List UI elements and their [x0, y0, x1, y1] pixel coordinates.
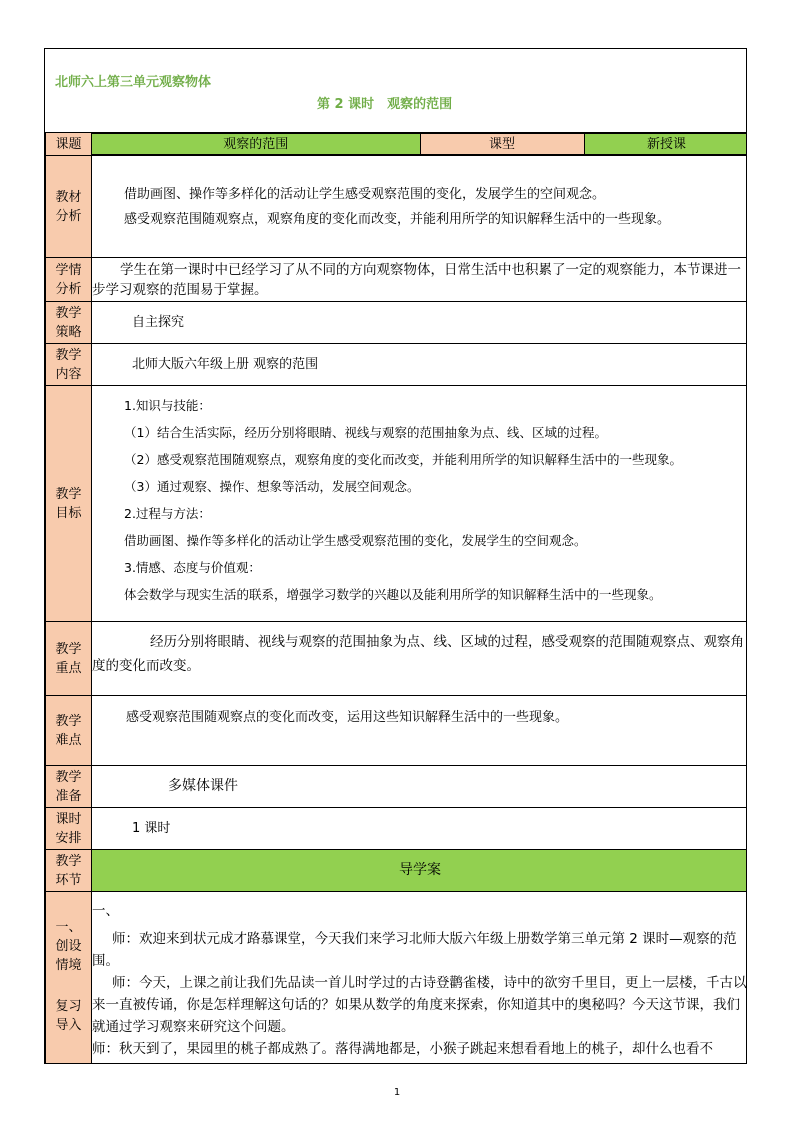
unit-title: 北师六上第三单元观察物体: [55, 75, 212, 90]
row-difficulty: [46, 696, 748, 766]
document-frame: [44, 48, 747, 1064]
difficulty-text: 感受观察范围随观察点的变化而改变，运用这些知识解释生活中的一些现象。: [92, 696, 748, 766]
label-student: 学情 分析: [46, 258, 92, 302]
intro-paragraph: 师：欢迎来到状元成才路慕课堂，今天我们来学习北师大版六年级上册数学第三单元第 2 课时—观察的范围。: [92, 931, 737, 969]
content-text: 北师大版六年级上册 观察的范围: [92, 344, 748, 386]
intro-paragraph: 师：今天，上课之前让我们先品读一首儿时学过的古诗登鹳雀楼，诗中的欲穷千里目，更上一层楼，千古以来一直被传诵，你是怎样理解这句话的？如果从数学的角度来探索，你知道其中的奥秘吗？今天这节课，我们就通过学习观察来研究这个问题。: [92, 975, 747, 1035]
goal-line: （2）感受观察范围随观察点，观察角度的变化而改变，并能利用所学的知识解释生活中的一些现象。: [124, 452, 682, 467]
label-goals: 教学 目标: [46, 386, 92, 622]
goal-line: 2.过程与方法：: [124, 506, 211, 521]
goal-line: 1.知识与技能：: [124, 398, 211, 413]
goal-line: 借助画图、操作等多样化的活动让学生感受观察范围的变化，发展学生的空间观念。: [124, 533, 587, 548]
row-time: [46, 808, 748, 850]
row-key: [46, 622, 748, 696]
type-label: 课型: [420, 134, 584, 155]
goal-line: 3.情感、态度与价值观：: [124, 560, 261, 575]
goal-line: （1）结合生活实际，经历分别将眼睛、视线与观察的范围抽象为点、线、区域的过程。: [124, 425, 607, 440]
stage-value: 导学案: [92, 850, 748, 892]
label-prep: 教学 准备: [46, 766, 92, 808]
time-text: 1 课时: [92, 808, 748, 850]
lesson-title: 第 2 课时 观察的范围: [317, 97, 453, 112]
row-stage: [46, 850, 748, 892]
label-key: 教学 重点: [46, 622, 92, 696]
intro-heading: 一、: [92, 903, 119, 919]
topic-value: 观察的范围: [92, 134, 420, 155]
row-goals: [46, 386, 748, 622]
prep-text: 多媒体课件: [92, 766, 748, 808]
row-analysis: [46, 156, 748, 258]
analysis-line-2: 感受观察范围随观察点，观察角度的变化而改变，并能利用所学的知识解释生活中的一些现象。: [124, 211, 671, 227]
row-intro: [46, 892, 748, 1065]
row-student: [46, 258, 748, 302]
label-content: 教学 内容: [46, 344, 92, 386]
strategy-text: 自主探究: [92, 302, 748, 344]
row-content: [46, 344, 748, 386]
key-text: 经历分别将眼睛、视线与观察的范围抽象为点、线、区域的过程，感受观察的范围随观察点、观察角度的变化而改变。: [92, 622, 748, 696]
label-strategy: 教学 策略: [46, 302, 92, 344]
label-stage: 教学 环节: [46, 850, 92, 892]
label-intro-a: 一、 创设 情境: [55, 920, 82, 973]
goal-line: 体会数学与现实生活的联系，增强学习数学的兴趣以及能利用所学的知识解释生活中的一些现象。: [124, 587, 662, 602]
lesson-plan-table: [45, 132, 747, 1064]
intro-paragraph: 师：秋天到了，果园里的桃子都成熟了。落得满地都是，小猴子跳起来想看看地上的桃子，却什么也看不: [92, 1041, 713, 1057]
label-time: 课时 安排: [46, 808, 92, 850]
row-strategy: [46, 302, 748, 344]
analysis-line-1: 借助画图、操作等多样化的活动让学生感受观察范围的变化，发展学生的空间观念。: [124, 186, 606, 202]
row-prep: [46, 766, 748, 808]
student-text: 学生在第一课时中已经学习了从不同的方向观察物体，日常生活中也积累了一定的观察能力，本节课进一步学习观察的范围易于掌握。: [92, 258, 748, 302]
type-value: 新授课: [584, 134, 747, 155]
label-difficulty: 教学 难点: [46, 696, 92, 766]
label-intro-b: 复习 导入: [55, 999, 82, 1033]
page-number: 1: [393, 1087, 401, 1098]
row-topic: [46, 133, 748, 156]
goal-line: （3）通过观察、操作、想象等活动，发展空间观念。: [124, 479, 420, 494]
label-topic: 课题: [46, 133, 92, 156]
label-analysis: 教材 分析: [46, 156, 92, 258]
